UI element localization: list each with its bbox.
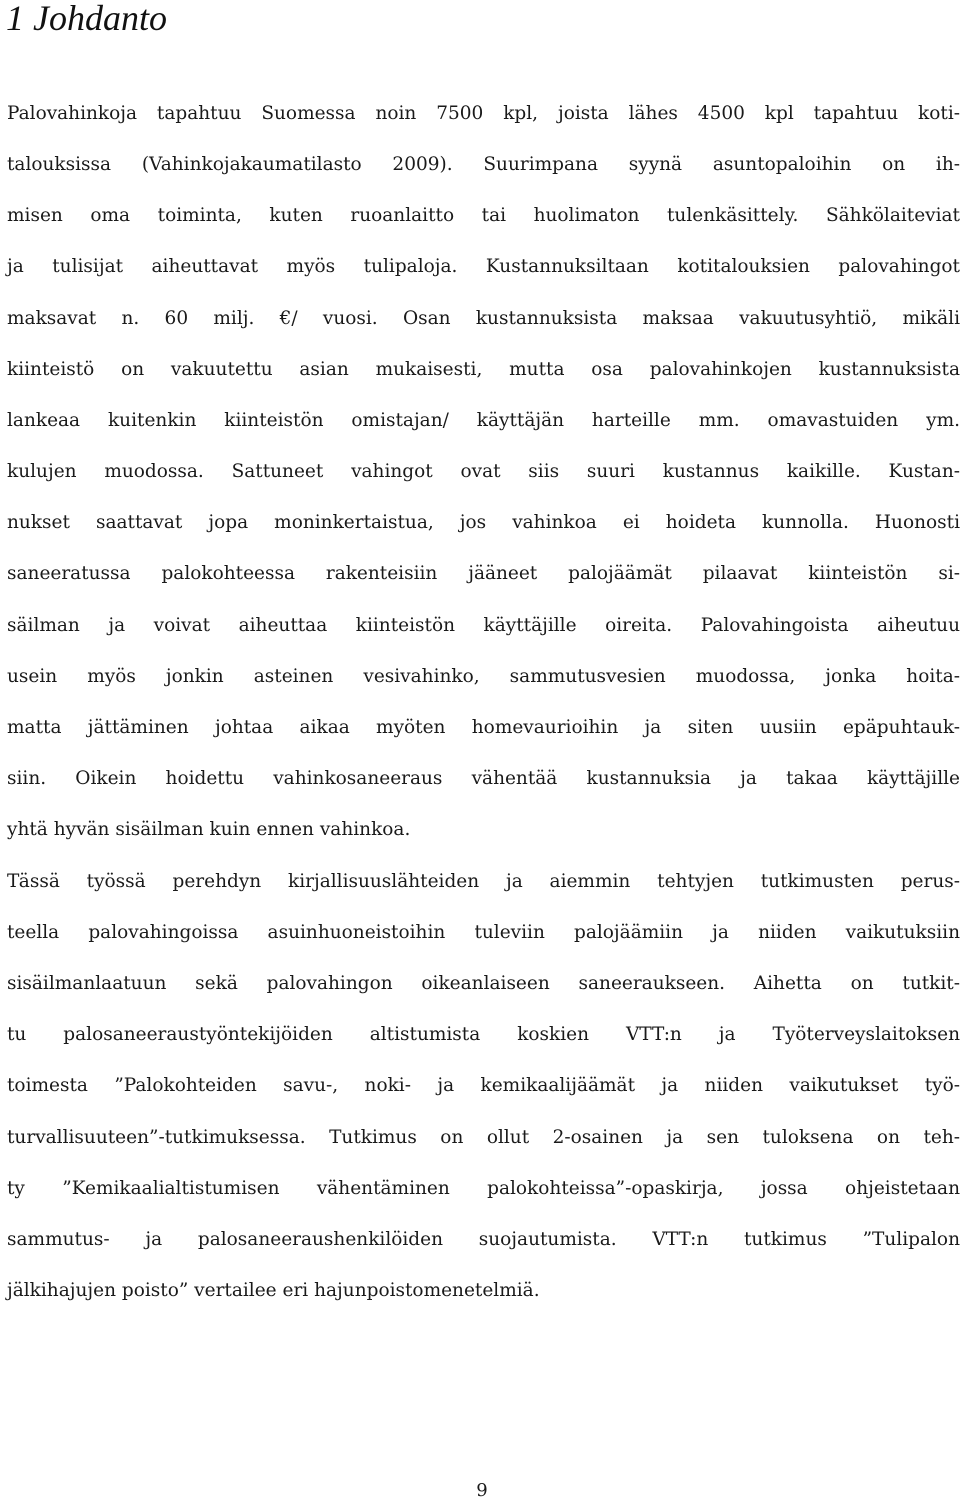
text-line: säilman ja voivat aiheuttaa kiinteistön käyttäjille oireita. Palovahingoista aiheutuu xyxy=(7,615,960,636)
text-line: jälkihajujen poisto” vertailee eri hajunpoistomenetelmiä. xyxy=(7,1280,540,1301)
text-line: turvallisuuteen”-tutkimuksessa. Tutkimus on ollut 2-osainen ja sen tuloksena on teh- xyxy=(7,1127,960,1148)
text-line: ty ”Kemikaalialtistumisen vähentäminen palokohteissa”-opaskirja, jossa ohjeistetaan xyxy=(7,1178,960,1199)
text-line: teella palovahingoissa asuinhuoneistoihin tuleviin palojäämiin ja niiden vaikutuksiin xyxy=(7,922,960,943)
chapter-heading: 1 Johdanto xyxy=(6,0,167,38)
text-line: talouksissa (Vahinkojakaumatilasto 2009). Suurimpana syynä asuntopaloihin on ih- xyxy=(7,154,960,175)
text-line: maksavat n. 60 milj. €/ vuosi. Osan kustannuksista maksaa vakuutusyhtiö, mikäli xyxy=(7,308,960,329)
text-line: saneeratussa palokohteessa rakenteisiin jääneet palojäämät pilaavat kiinteistön si- xyxy=(7,563,960,584)
text-line: misen oma toiminta, kuten ruoanlaitto tai huolimaton tulenkäsittely. Sähkölaiteviat xyxy=(7,205,960,226)
text-line: ja tulisijat aiheuttavat myös tulipaloja. Kustannuksiltaan kotitalouksien palovahingot xyxy=(7,256,960,277)
text-line: matta jättäminen johtaa aikaa myöten homevaurioihin ja siten uusiin epäpuhtauk- xyxy=(7,717,960,738)
text-line: nukset saattavat jopa moninkertaistua, jos vahinkoa ei hoideta kunnolla. Huonosti xyxy=(7,512,960,533)
text-line: yhtä hyvän sisäilman kuin ennen vahinkoa. xyxy=(7,819,411,840)
text-line: kiinteistö on vakuutettu asian mukaisesti, mutta osa palovahinkojen kustannuksista xyxy=(7,359,960,380)
text-line: usein myös jonkin asteinen vesivahinko, sammutusvesien muodossa, jonka hoita- xyxy=(7,666,960,687)
text-line: tu palosaneeraustyöntekijöiden altistumista koskien VTT:n ja Työterveyslaitoksen xyxy=(7,1024,960,1045)
text-line: sammutus- ja palosaneeraushenkilöiden suojautumista. VTT:n tutkimus ”Tulipalon xyxy=(7,1229,960,1250)
text-line: Tässä työssä perehdyn kirjallisuuslähteiden ja aiemmin tehtyjen tutkimusten perus- xyxy=(7,871,960,892)
text-line: sisäilmanlaatuun sekä palovahingon oikeanlaiseen saneeraukseen. Aihetta on tutkit- xyxy=(7,973,960,994)
text-line: Palovahinkoja tapahtuu Suomessa noin 7500 kpl, joista lähes 4500 kpl tapahtuu koti- xyxy=(7,103,960,124)
text-line: toimesta ”Palokohteiden savu-, noki- ja kemikaalijäämät ja niiden vaikutukset työ- xyxy=(7,1075,960,1096)
page-number: 9 xyxy=(476,1480,488,1501)
text-line: siin. Oikein hoidettu vahinkosaneeraus vähentää kustannuksia ja takaa käyttäjille xyxy=(7,768,960,789)
text-line: lankeaa kuitenkin kiinteistön omistajan/ käyttäjän harteille mm. omavastuiden ym. xyxy=(7,410,960,431)
text-line: kulujen muodossa. Sattuneet vahingot ovat siis suuri kustannus kaikille. Kustan- xyxy=(7,461,960,482)
